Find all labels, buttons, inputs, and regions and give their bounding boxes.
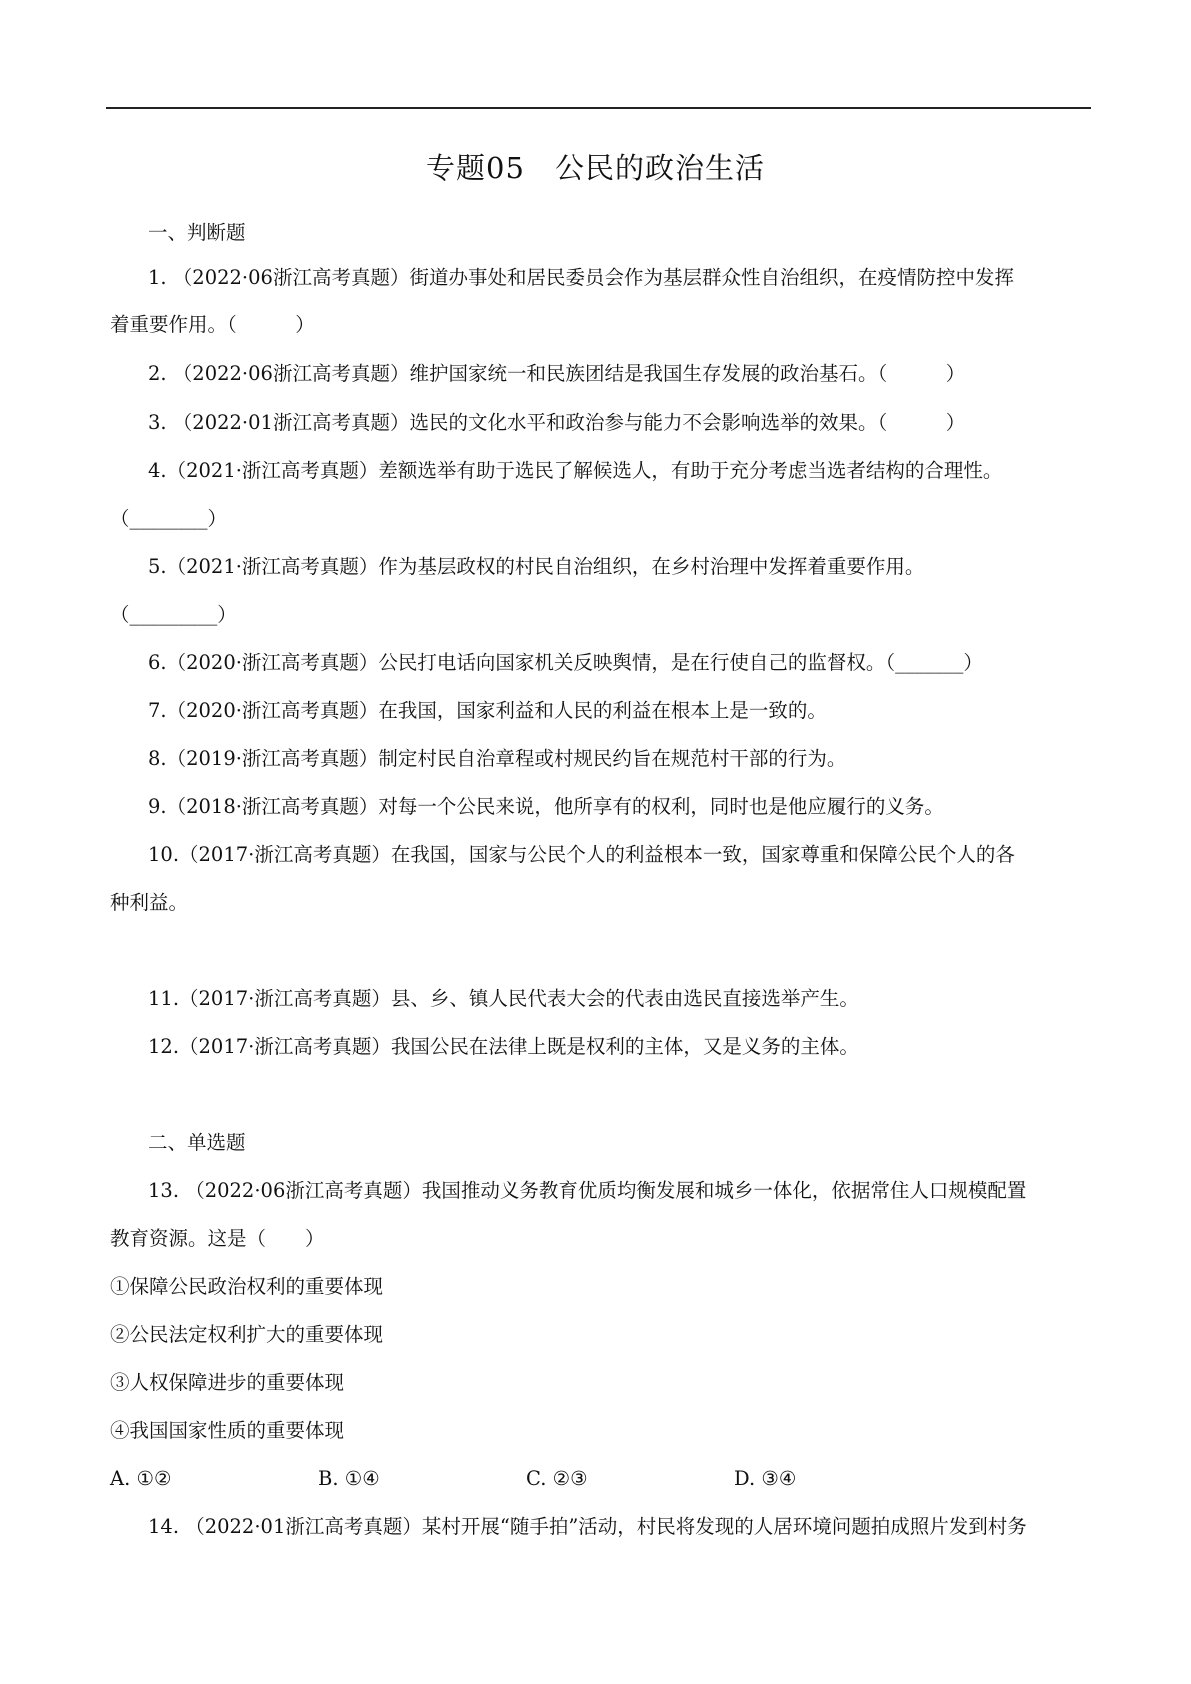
document-title: 专题05 公民的政治生活 [426, 151, 765, 185]
question-line: 10.（2017·浙江高考真题）在我国，国家与公民个人的利益根本一致，国家尊重和保障公民个人的各 [148, 843, 1015, 866]
question-line: 14. （2022·01浙江高考真题）某村开展“随手拍”活动，村民将发现的人居环境问题拍成照片发到村务 [148, 1515, 1027, 1538]
question-line: 4.（2021·浙江高考真题）差额选举有助于选民了解候选人，有助于充分考虑当选者结构的合理性。 [148, 459, 1003, 482]
question-line: 6.（2020·浙江高考真题）公民打电话向国家机关反映舆情，是在行使自己的监督权。（_______） [148, 651, 983, 674]
question-line: 5.（2021·浙江高考真题）作为基层政权的村民自治组织，在乡村治理中发挥着重要作用。 [148, 555, 925, 578]
statement: ③人权保障进步的重要体现 [110, 1371, 345, 1394]
question-line: 3. （2022·01浙江高考真题）选民的文化水平和政治参与能力不会影响选举的效果。（ ） [148, 411, 966, 434]
option-b: B. ①④ [318, 1467, 380, 1490]
question-line: 13. （2022·06浙江高考真题）我国推动义务教育优质均衡发展和城乡一体化，依据常住人口规模配置 [148, 1179, 1027, 1202]
question-line: 12.（2017·浙江高考真题）我国公民在法律上既是权利的主体，又是义务的主体。 [148, 1035, 859, 1058]
header-rule [106, 107, 1091, 109]
question-line: 1. （2022·06浙江高考真题）街道办事处和居民委员会作为基层群众性自治组织，在疫情防控中发挥 [148, 266, 1014, 289]
question-line: 种利益。 [110, 891, 189, 914]
section-heading-single-choice: 二、单选题 [148, 1131, 246, 1154]
option-c: C. ②③ [526, 1467, 588, 1490]
question-line: 8.（2019·浙江高考真题）制定村民自治章程或村规民约旨在规范村干部的行为。 [148, 747, 847, 770]
option-a: A. ①② [110, 1467, 172, 1490]
statement: ①保障公民政治权利的重要体现 [110, 1275, 384, 1298]
question-line: （_________） [110, 603, 237, 626]
statement: ②公民法定权利扩大的重要体现 [110, 1323, 384, 1346]
question-line: 着重要作用。（ ） [110, 313, 315, 336]
question-line: （________） [110, 507, 228, 530]
question-line: 11.（2017·浙江高考真题）县、乡、镇人民代表大会的代表由选民直接选举产生。 [148, 987, 859, 1010]
question-line: 7.（2020·浙江高考真题）在我国，国家利益和人民的利益在根本上是一致的。 [148, 699, 827, 722]
question-line: 9.（2018·浙江高考真题）对每一个公民来说，他所享有的权利，同时也是他应履行的义务。 [148, 795, 944, 818]
question-line: 2. （2022·06浙江高考真题）维护国家统一和民族团结是我国生存发展的政治基石。（ ） [148, 362, 966, 385]
statement: ④我国国家性质的重要体现 [110, 1419, 345, 1442]
option-d: D. ③④ [734, 1467, 797, 1490]
question-line: 教育资源。这是（ ） [110, 1227, 325, 1250]
section-heading-judgment: 一、判断题 [148, 221, 246, 244]
